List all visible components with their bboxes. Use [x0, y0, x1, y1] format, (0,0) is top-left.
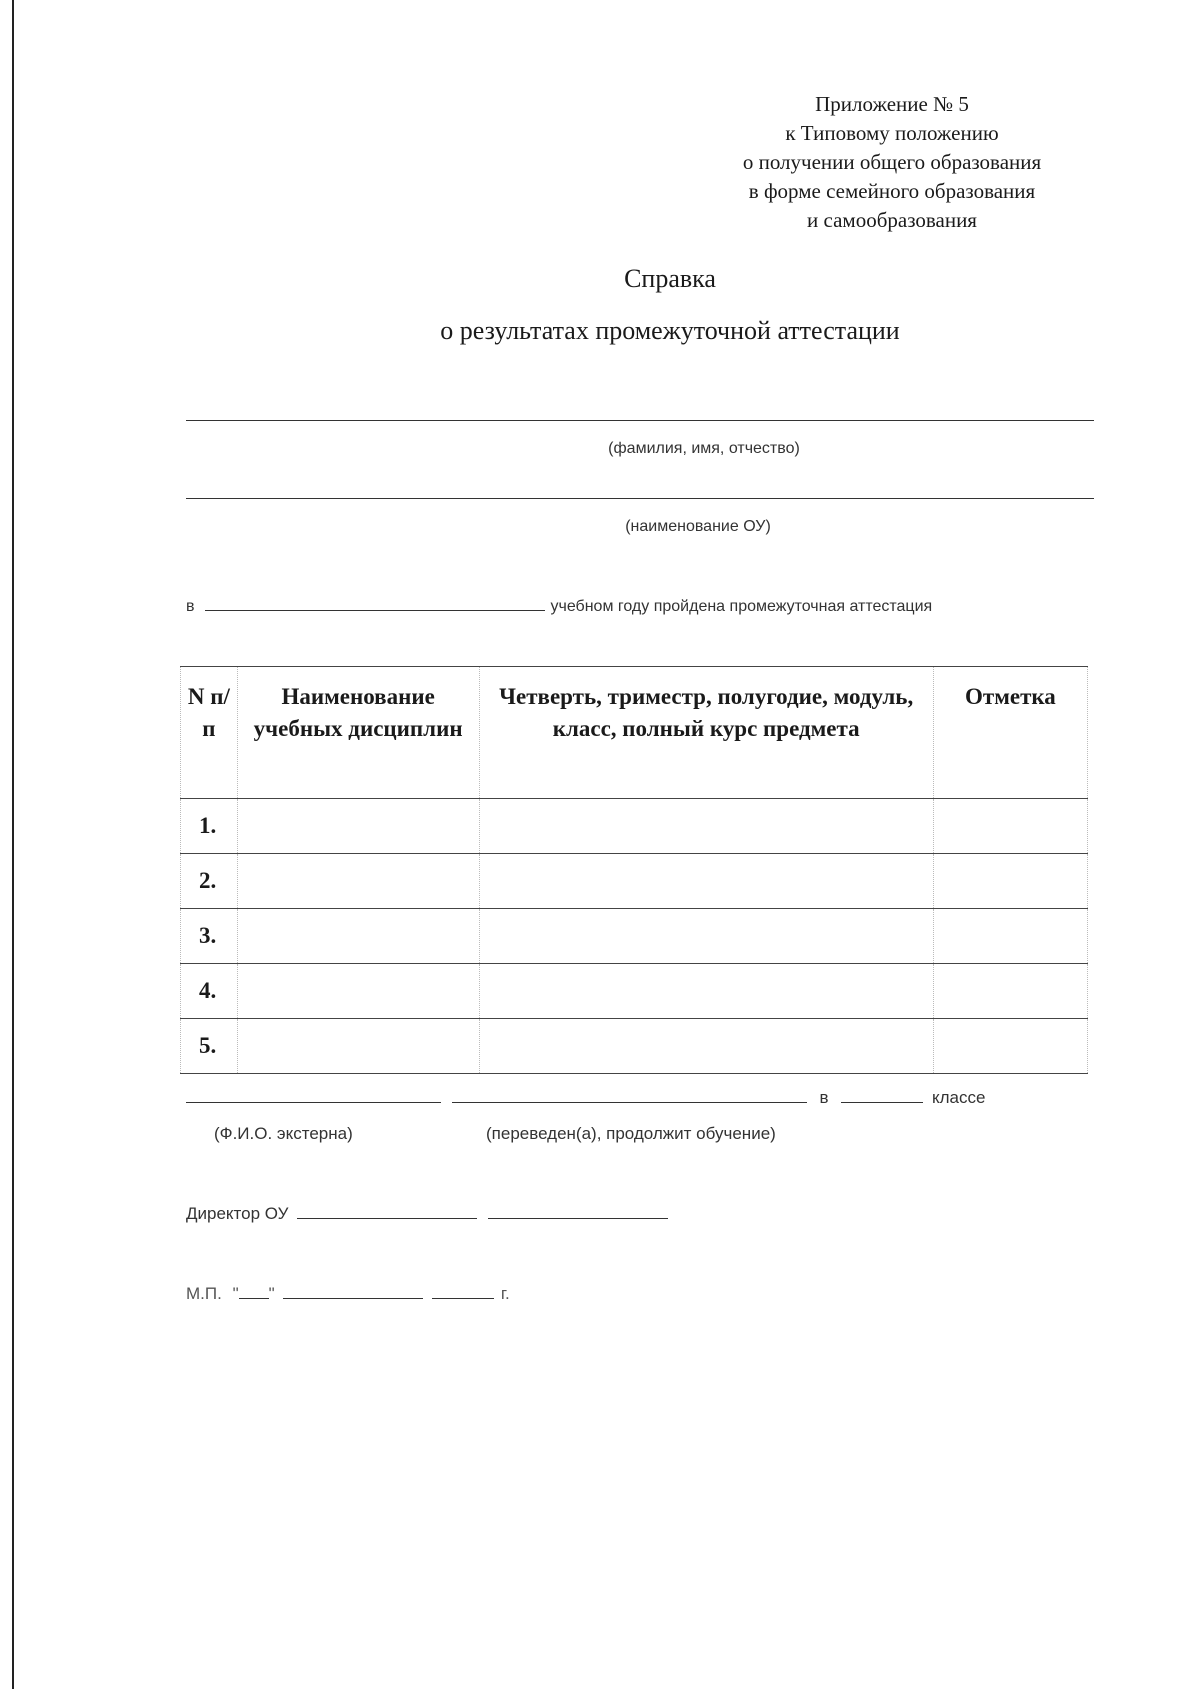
attestation-sentence [186, 596, 932, 616]
grade-cell [933, 799, 1087, 854]
page-left-edge [12, 0, 14, 1689]
table-header-row [181, 667, 1088, 799]
extern-caption: (Ф.И.О. экстерна) [214, 1124, 353, 1143]
ou-line [186, 498, 1094, 499]
fio-line [186, 420, 1094, 421]
appendix-line-3: о получении общего образования [742, 150, 1042, 174]
director-name-blank [488, 1202, 668, 1219]
subject-cell [237, 854, 479, 909]
sentence-suffix: учебном году пройдена промежуточная аттестация [550, 598, 933, 615]
row-number: 2. [181, 854, 238, 909]
transfer-status-blank [452, 1086, 807, 1103]
row-number: 4. [181, 964, 238, 1019]
appendix-line-5: и самообразования [807, 208, 977, 232]
grade-cell [933, 964, 1087, 1019]
appendix-line-4: в форме семейного образования [748, 179, 1036, 203]
director-label: Директор ОУ [186, 1204, 289, 1223]
transfer-line [186, 1086, 985, 1108]
year-blank [432, 1282, 494, 1299]
document-subtitle: о результатах промежуточной аттестации [440, 316, 900, 345]
sentence-prefix: в [186, 598, 195, 615]
fio-caption: (фамилия, имя, отчество) [608, 440, 800, 457]
table-row [181, 909, 1088, 964]
ou-caption: (наименование ОУ) [625, 518, 771, 535]
month-blank [283, 1282, 423, 1299]
header-period: Четверть, триместр, полугодие, модуль, класс, полный курс предмета [479, 667, 933, 799]
director-signature-blank [297, 1202, 477, 1219]
transfer-caption: (переведен(а), продолжит обучение) [486, 1124, 776, 1143]
class-suffix: классе [931, 1088, 986, 1107]
row-number: 1. [181, 799, 238, 854]
appendix-line-1: Приложение № 5 [815, 92, 969, 116]
header-subject: Наименование учебных дисциплин [237, 667, 479, 799]
grade-cell [933, 1019, 1087, 1074]
subject-cell [237, 799, 479, 854]
period-cell [479, 909, 933, 964]
table-row [181, 964, 1088, 1019]
period-cell [479, 799, 933, 854]
document-title: Справка [624, 264, 716, 293]
stamp-date-line [186, 1282, 510, 1304]
row-number: 5. [181, 1019, 238, 1074]
class-prefix: в [819, 1088, 829, 1107]
class-blank [841, 1086, 923, 1103]
header-num: N п/п [181, 667, 238, 799]
subject-cell [237, 1019, 479, 1074]
grade-cell [933, 854, 1087, 909]
period-cell [479, 1019, 933, 1074]
table-row [181, 1019, 1088, 1074]
subject-cell [237, 909, 479, 964]
table-row [181, 854, 1088, 909]
school-year-blank [205, 596, 545, 611]
subject-cell [237, 964, 479, 1019]
year-suffix: г. [500, 1284, 510, 1303]
period-cell [479, 964, 933, 1019]
stamp-label: М.П. [186, 1284, 222, 1303]
director-line [186, 1202, 668, 1224]
row-number: 3. [181, 909, 238, 964]
results-table [180, 666, 1088, 1074]
appendix-line-2: к Типовому положению [785, 121, 999, 145]
table-row [181, 799, 1088, 854]
appendix-block [682, 90, 1102, 235]
day-blank [239, 1282, 269, 1299]
extern-name-blank [186, 1086, 441, 1103]
period-cell [479, 854, 933, 909]
date-quote-open: " [232, 1284, 239, 1303]
grade-cell [933, 909, 1087, 964]
date-quote-close: " [268, 1284, 275, 1303]
header-grade: Отметка [933, 667, 1087, 799]
